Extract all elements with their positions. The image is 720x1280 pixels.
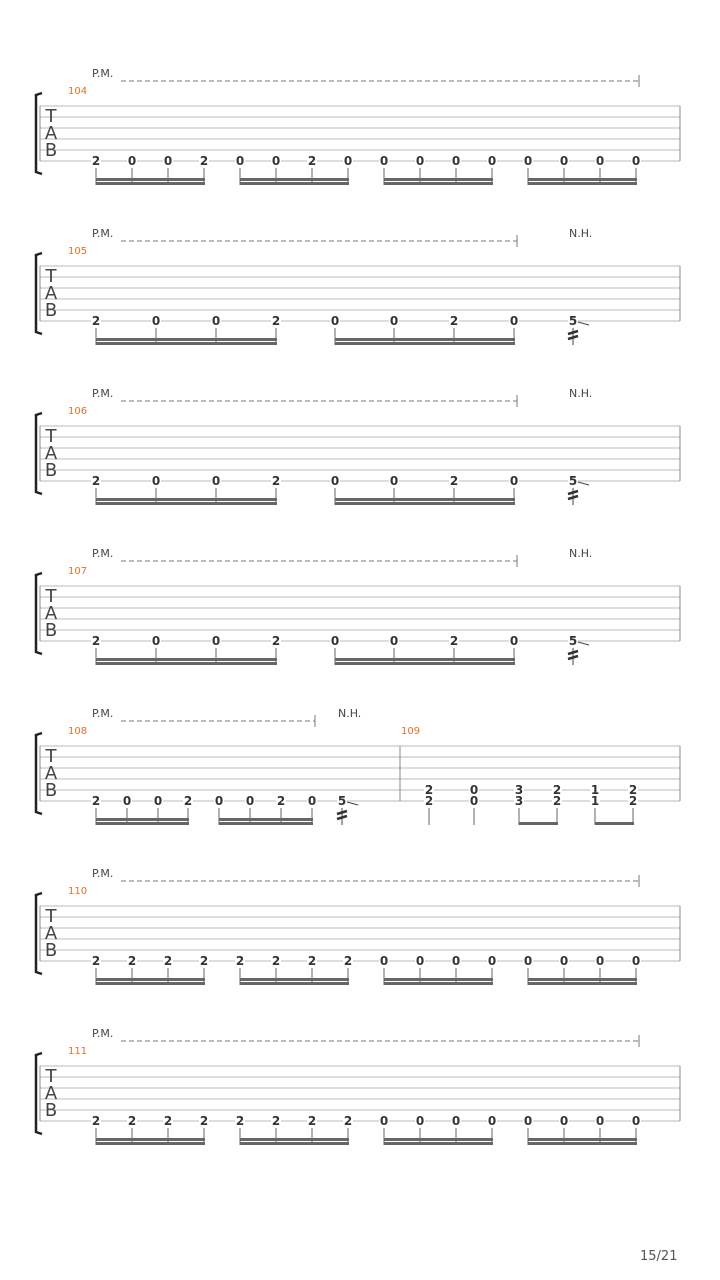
fret-number: 2 — [449, 634, 459, 648]
natural-harmonic-label: N.H. — [569, 387, 593, 400]
beam — [96, 822, 189, 825]
fret-number: 0 — [214, 794, 224, 808]
fret-number: 2 — [235, 1114, 245, 1128]
fret-number: 0 — [163, 154, 173, 168]
fret-number: 2 — [163, 1114, 173, 1128]
system-bracket — [36, 893, 42, 974]
fret-number: 0 — [509, 634, 519, 648]
palm-mute-label: P.M. — [92, 547, 114, 560]
fret-number: 0 — [151, 634, 161, 648]
fret-number: 0 — [509, 474, 519, 488]
fret-number: 2 — [307, 954, 317, 968]
fret-number: 0 — [415, 954, 425, 968]
harmonic-tick — [578, 642, 589, 645]
fret-number: 1 — [590, 794, 600, 808]
palm-mute-label: P.M. — [92, 67, 114, 80]
beam — [96, 818, 189, 821]
fret-number: 0 — [245, 794, 255, 808]
fret-number: 0 — [330, 634, 340, 648]
fret-number: 3 — [514, 794, 524, 808]
fret-number: 5 — [568, 314, 578, 328]
fret-number: 0 — [379, 1114, 389, 1128]
fret-number: 0 — [595, 154, 605, 168]
page-number: 15/21 — [640, 1249, 678, 1264]
tab-clef-letter: A — [44, 763, 58, 784]
fret-number: 2 — [276, 794, 286, 808]
beam — [240, 978, 349, 981]
fret-number: 2 — [307, 1114, 317, 1128]
fret-number: 2 — [127, 1114, 137, 1128]
tab-clef-letter: T — [45, 746, 57, 767]
tremolo-slash — [568, 496, 578, 499]
fret-number: 0 — [595, 954, 605, 968]
tab-clef-letter: A — [44, 1083, 58, 1104]
fret-number: 2 — [91, 634, 101, 648]
beam — [335, 498, 515, 501]
fret-number: 0 — [211, 474, 221, 488]
fret-number: 0 — [595, 1114, 605, 1128]
tab-clef-letter: A — [44, 123, 58, 144]
beam — [384, 1142, 493, 1145]
beam — [595, 822, 634, 825]
tab-clef-letter: T — [45, 266, 57, 287]
fret-number: 0 — [631, 154, 641, 168]
system-bracket — [36, 573, 42, 654]
fret-number: 2 — [127, 954, 137, 968]
system-bracket — [36, 413, 42, 494]
fret-number: 2 — [271, 474, 281, 488]
palm-mute-label: P.M. — [92, 867, 114, 880]
tremolo-slash — [568, 336, 578, 339]
beam — [384, 978, 493, 981]
beam — [384, 1138, 493, 1141]
palm-mute-label: P.M. — [92, 227, 114, 240]
fret-number: 2 — [199, 1114, 209, 1128]
tab-clef-letter: A — [44, 443, 58, 464]
palm-mute-label: P.M. — [92, 387, 114, 400]
beam — [96, 502, 277, 505]
fret-number: 0 — [487, 154, 497, 168]
fret-number: 0 — [211, 314, 221, 328]
beam — [528, 982, 637, 985]
system-bracket — [36, 93, 42, 174]
fret-number: 0 — [523, 1114, 533, 1128]
fret-number: 0 — [631, 1114, 641, 1128]
beam — [335, 658, 515, 661]
fret-number: 0 — [523, 154, 533, 168]
system-bracket — [36, 1053, 42, 1134]
measure-number: 107 — [68, 566, 88, 577]
fret-number: 0 — [389, 314, 399, 328]
measure-number: 110 — [68, 886, 88, 897]
fret-number: 0 — [631, 954, 641, 968]
fret-number: 0 — [153, 794, 163, 808]
natural-harmonic-label: N.H. — [338, 707, 362, 720]
fret-number: 0 — [379, 154, 389, 168]
measure-number: 111 — [68, 1046, 88, 1057]
fret-number: 0 — [151, 474, 161, 488]
tremolo-slash — [568, 651, 578, 654]
palm-mute-label: P.M. — [92, 1027, 114, 1040]
tab-clef-letter: T — [45, 1066, 57, 1087]
fret-number: 0 — [559, 954, 569, 968]
beam — [96, 178, 205, 181]
beam — [335, 342, 515, 345]
beam — [335, 662, 515, 665]
beam — [96, 658, 277, 661]
beam — [96, 662, 277, 665]
tab-clef-letter: B — [44, 300, 58, 321]
fret-number: 2 — [343, 954, 353, 968]
fret-number: 0 — [343, 154, 353, 168]
palm-mute-label: P.M. — [92, 707, 114, 720]
tremolo-slash — [568, 331, 578, 334]
fret-number: 0 — [451, 954, 461, 968]
system-bracket — [36, 733, 42, 814]
fret-number: 0 — [487, 1114, 497, 1128]
tab-clef-letter: A — [44, 283, 58, 304]
tab-clef-letter: T — [45, 586, 57, 607]
fret-number: 0 — [211, 634, 221, 648]
measure-number: 109 — [401, 726, 421, 737]
beam — [219, 822, 313, 825]
fret-number: 5 — [568, 634, 578, 648]
beam — [96, 1138, 205, 1141]
measure-number: 105 — [68, 246, 88, 257]
beam — [384, 178, 493, 181]
fret-number: 0 — [307, 794, 317, 808]
beam — [528, 182, 637, 185]
tab-clef-letter: B — [44, 140, 58, 161]
beam — [384, 182, 493, 185]
beam — [335, 338, 515, 341]
fret-number: 0 — [389, 474, 399, 488]
fret-number: 0 — [330, 474, 340, 488]
fret-number: 2 — [628, 794, 638, 808]
beam — [519, 822, 558, 825]
beam — [96, 978, 205, 981]
fret-number: 2 — [552, 794, 562, 808]
fret-number: 2 — [343, 1114, 353, 1128]
fret-number: 2 — [271, 954, 281, 968]
fret-number: 2 — [235, 954, 245, 968]
natural-harmonic-label: N.H. — [569, 227, 593, 240]
fret-number: 2 — [91, 314, 101, 328]
fret-number: 2 — [91, 154, 101, 168]
fret-number: 2 — [449, 474, 459, 488]
fret-number: 0 — [487, 954, 497, 968]
fret-number: 2 — [271, 314, 281, 328]
tab-clef-letter: T — [45, 426, 57, 447]
harmonic-tick — [578, 322, 589, 325]
fret-number: 3 — [514, 783, 524, 797]
fret-number: 2 — [163, 954, 173, 968]
beam — [219, 818, 313, 821]
fret-number: 2 — [307, 154, 317, 168]
beam — [96, 982, 205, 985]
fret-number: 5 — [568, 474, 578, 488]
beam — [96, 1142, 205, 1145]
fret-number: 2 — [183, 794, 193, 808]
system-bracket — [36, 253, 42, 334]
tab-clef-letter: B — [44, 460, 58, 481]
beam — [335, 502, 515, 505]
fret-number: 0 — [271, 154, 281, 168]
harmonic-tick — [578, 482, 589, 485]
beam — [528, 978, 637, 981]
beam — [528, 1142, 637, 1145]
beam — [240, 178, 349, 181]
fret-number: 0 — [379, 954, 389, 968]
tab-clef-letter: B — [44, 780, 58, 801]
fret-number: 2 — [424, 794, 434, 808]
natural-harmonic-label: N.H. — [569, 547, 593, 560]
tremolo-slash — [568, 656, 578, 659]
beam — [528, 1138, 637, 1141]
fret-number: 0 — [415, 1114, 425, 1128]
fret-number: 0 — [469, 783, 479, 797]
fret-number: 0 — [122, 794, 132, 808]
beam — [240, 1142, 349, 1145]
tab-clef-letter: T — [45, 906, 57, 927]
fret-number: 0 — [523, 954, 533, 968]
fret-number: 2 — [449, 314, 459, 328]
tab-clef-letter: A — [44, 603, 58, 624]
fret-number: 0 — [235, 154, 245, 168]
fret-number: 0 — [509, 314, 519, 328]
fret-number: 2 — [199, 954, 209, 968]
fret-number: 2 — [271, 1114, 281, 1128]
beam — [528, 178, 637, 181]
tab-clef-letter: A — [44, 923, 58, 944]
measure-number: 108 — [68, 726, 88, 737]
tab-clef-letter: T — [45, 106, 57, 127]
fret-number: 1 — [590, 783, 600, 797]
tremolo-slash — [337, 811, 347, 814]
fret-number: 0 — [559, 1114, 569, 1128]
fret-number: 0 — [415, 154, 425, 168]
tab-clef-letter: B — [44, 1100, 58, 1121]
fret-number: 0 — [389, 634, 399, 648]
measure-number: 104 — [68, 86, 88, 97]
fret-number: 2 — [199, 154, 209, 168]
fret-number: 2 — [91, 474, 101, 488]
beam — [240, 182, 349, 185]
fret-number: 2 — [628, 783, 638, 797]
beam — [240, 1138, 349, 1141]
fret-number: 2 — [424, 783, 434, 797]
beam — [96, 338, 277, 341]
fret-number: 0 — [330, 314, 340, 328]
fret-number: 2 — [271, 634, 281, 648]
fret-number: 0 — [451, 154, 461, 168]
beam — [96, 182, 205, 185]
tab-clef-letter: B — [44, 620, 58, 641]
tremolo-slash — [337, 816, 347, 819]
fret-number: 2 — [552, 783, 562, 797]
fret-number: 0 — [151, 314, 161, 328]
harmonic-tick — [347, 802, 358, 805]
fret-number: 2 — [91, 794, 101, 808]
beam — [384, 982, 493, 985]
fret-number: 5 — [337, 794, 347, 808]
fret-number: 0 — [559, 154, 569, 168]
tab-clef-letter: B — [44, 940, 58, 961]
beam — [96, 342, 277, 345]
beam — [240, 982, 349, 985]
fret-number: 2 — [91, 1114, 101, 1128]
fret-number: 0 — [127, 154, 137, 168]
tremolo-slash — [568, 491, 578, 494]
fret-number: 2 — [91, 954, 101, 968]
fret-number: 0 — [451, 1114, 461, 1128]
fret-number: 0 — [469, 794, 479, 808]
measure-number: 106 — [68, 406, 88, 417]
beam — [96, 498, 277, 501]
